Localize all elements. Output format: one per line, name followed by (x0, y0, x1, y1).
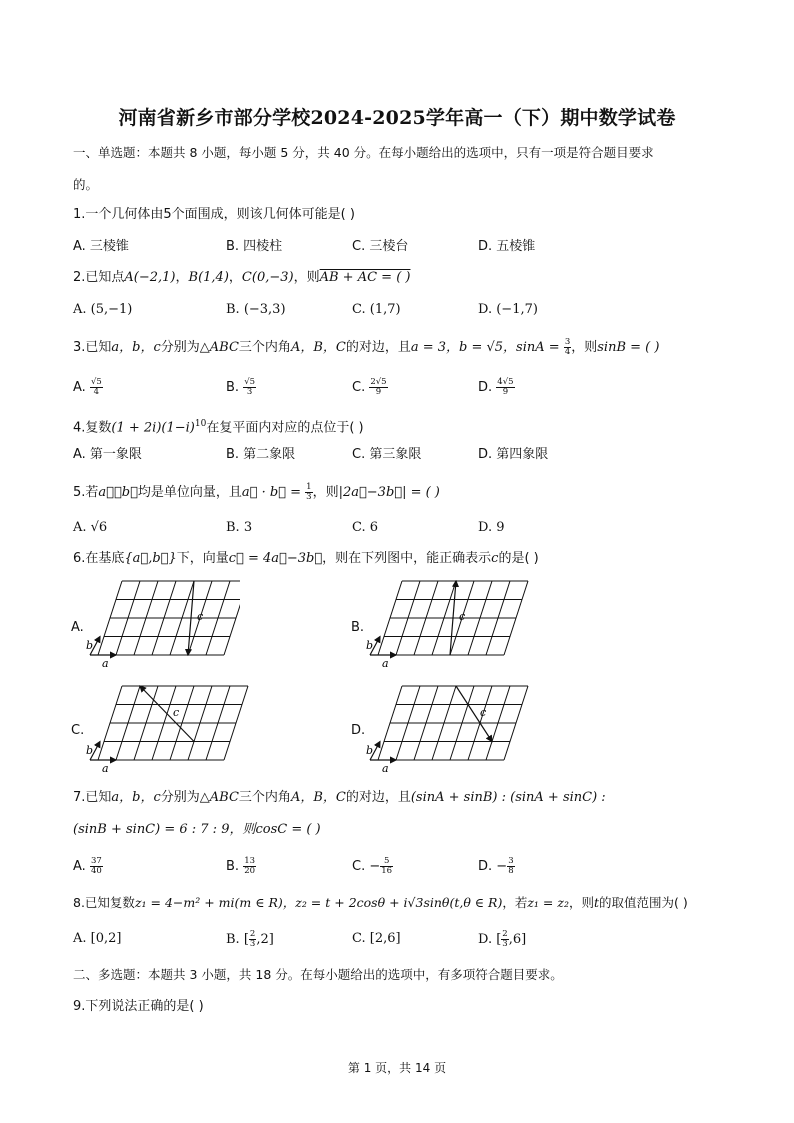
vector-c (456, 686, 492, 742)
figure-b (360, 575, 540, 670)
label-c: c (480, 705, 487, 719)
question-5-stem: 5.若a⃗，b⃗均是单位向量，且a⃗ · b⃗ = $\frac{1}{3}$ ，则|2a⃗−3b⃗| = ( ) (73, 482, 440, 502)
label-c: c (173, 705, 180, 719)
q2-option-c: C. (1,7) (352, 302, 401, 317)
q7-option-b: B. $\frac{13}{20}$ (226, 856, 256, 876)
q1-option-b: B. 四棱柱 (226, 239, 283, 254)
question-9-stem: 9.下列说法正确的是( ) (73, 999, 204, 1014)
page-title: 河南省新乡市部分学校2024-2025学年高一（下）期中数学试卷 (118, 107, 676, 129)
q7-option-a: A. $\frac{37}{40}$ (73, 856, 102, 876)
figure-label-d: D. (351, 723, 366, 738)
section-2-heading: 二、多选题：本题共 3 小题，共 18 分。在每小题给出的选项中，有多项符合题目要求。 (73, 967, 563, 982)
q4-option-a: A. 第一象限 (73, 447, 142, 462)
q8-option-b: B. [ $\frac{2}{3}$ ,2] (226, 929, 274, 949)
label-a: a (102, 657, 109, 670)
q1-option-a: A. 三棱锥 (73, 239, 129, 254)
q2-option-a: A. (5,−1) (73, 302, 133, 317)
label-c: c (197, 610, 204, 623)
q4-option-c: C. 第三象限 (352, 447, 422, 462)
label-a: a (382, 762, 389, 775)
figure-c (80, 680, 260, 775)
question-1-stem: 1.一个几何体由5个面围成，则该几何体可能是( ) (73, 207, 355, 222)
question-3-stem: 3.已知a，b，c分别为△ABC三个内角A，B，C的对边，且a = 3，b = √5，sinA = $\frac{3}{4}$ ，则sinB = ( ) (73, 337, 660, 357)
q4-option-b: B. 第二象限 (226, 447, 296, 462)
label-b: b (366, 744, 374, 757)
q5-option-a: A. √6 (73, 520, 108, 535)
q5-option-b: B. 3 (226, 520, 253, 535)
q8-option-a: A. [0,2] (73, 931, 122, 946)
q1-option-c: C. 三棱台 (352, 239, 409, 254)
figure-a (80, 575, 240, 670)
q3-option-b: B. $\frac{√5}{3}$ (226, 377, 256, 397)
section-1-heading-cont: 的。 (73, 177, 99, 192)
q3-option-d: D. $\frac{4√5}{9}$ (478, 377, 514, 397)
q3-option-a: A. $\frac{√5}{4}$ (73, 377, 102, 397)
question-2-stem: 2.已知点A(−2,1)，B(1,4)，C(0,−3)，则AB + AC = ( ) (73, 270, 411, 285)
figure-label-b: B. (351, 620, 365, 635)
question-7-stem-cont: (sinB + sinC) = 6 : 7 : 9，则cosC = ( ) (73, 822, 321, 837)
label-b: b (86, 744, 94, 757)
question-7-stem: 7.已知a，b，c分别为△ABC三个内角A，B，C的对边，且(sinA + sinB) : (sinA + sinC) : (73, 790, 606, 805)
label-b: b (86, 639, 94, 652)
label-b: b (366, 639, 374, 652)
question-6-stem: 6.在基底{a⃗,b⃗}下，向量c⃗ = 4a⃗−3b⃗，则在下列图中，能正确表示c的是( ) (73, 551, 539, 566)
figure-d (360, 680, 540, 775)
q2-option-b: B. (−3,3) (226, 302, 286, 317)
page-footer: 第 1 页，共 14 页 (347, 1061, 447, 1075)
label-a: a (102, 762, 109, 775)
vector-c (140, 686, 194, 742)
q1-option-d: D. 五棱锥 (478, 239, 536, 254)
q8-option-c: C. [2,6] (352, 931, 401, 946)
section-1-heading: 一、单选题：本题共 8 小题，每小题 5 分，共 40 分。在每小题给出的选项中，只有一项是符合题目要求 (73, 145, 654, 160)
q7-option-c: C. − $\frac{5}{16}$ (352, 856, 393, 876)
q7-option-d: D. − $\frac{3}{8}$ (478, 856, 514, 876)
q5-option-d: D. 9 (478, 520, 505, 535)
label-a: a (382, 657, 389, 670)
q5-option-c: C. 6 (352, 520, 379, 535)
q2-option-d: D. (−1,7) (478, 302, 538, 317)
q4-option-d: D. 第四象限 (478, 447, 549, 462)
label-c: c (459, 610, 466, 623)
q3-option-c: C. $\frac{2√5}{9}$ (352, 377, 387, 397)
q8-option-d: D. [ $\frac{2}{3}$ ,6] (478, 929, 527, 949)
figure-label-a: A. (71, 620, 84, 635)
question-4-stem: 4.复数$(1 + 2i)(1-i)^{10}$在复平面内对应的点位于( ) (73, 419, 364, 436)
figure-label-c: C. (71, 723, 85, 738)
question-8-stem: 8.已知复数z₁ = 4−m² + mi(m ∈ R)，z₂ = t + 2cosθ + i√3sinθ(t,θ ∈ R)，若z₁ = z₂，则t的取值范围为( ) (73, 895, 688, 910)
